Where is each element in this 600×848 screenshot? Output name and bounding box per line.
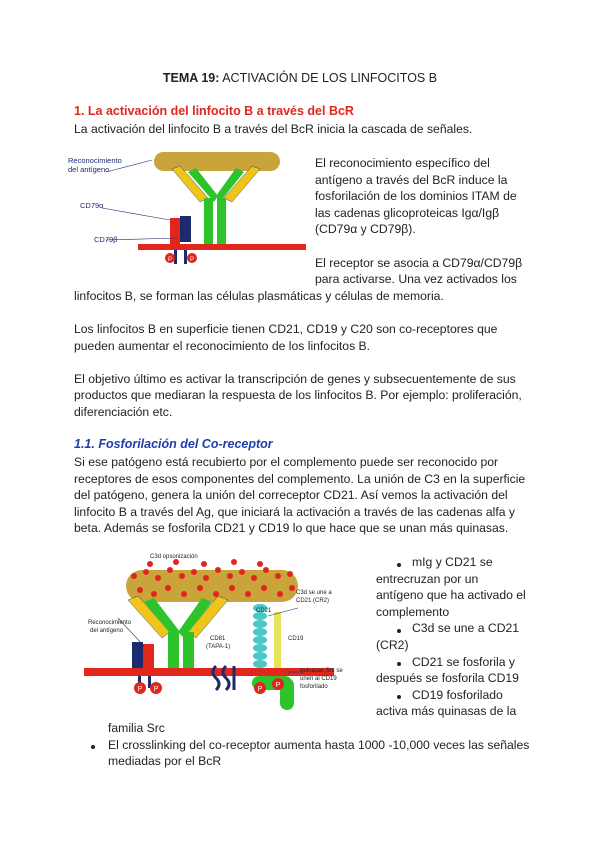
last-bullet-line: El crosslinking del co-receptor aumenta hasta 1000 -10,000 veces las señales: [108, 737, 530, 752]
pathogen-shape: [126, 570, 298, 602]
page-title: [0, 71, 600, 85]
p-label: P: [257, 686, 263, 693]
s1-p3-line: El objetivo último es activar la transcripción de genes y subsecuentemente de sus: [74, 371, 516, 386]
s1-p3-line: productos que mediaran la respuesta de los linfocitos B. Por ejemplo: proliferación,: [74, 388, 522, 403]
cd81-label-2: (TAPA-1): [206, 644, 231, 650]
section1-heading: 1. La activación del linfocito B a través del BcR: [74, 104, 354, 118]
s1-right-line: las cadenas glicoproteicas Igα/Igβ: [315, 205, 500, 220]
s2-line: beta. Además se fosforila CD21 y CD19 lo que hace que se unan más quinasas.: [74, 521, 509, 536]
bullet-line: (CR2): [376, 638, 409, 652]
cd19-shape: [274, 612, 281, 668]
bullet-line: antígeno que ha activado el: [376, 588, 526, 603]
s1-right2-line: El receptor se asocia a CD79α/CD79β: [315, 255, 523, 270]
bullet-line: mIg y CD21 se: [412, 555, 493, 569]
cd79b-label: CD79β: [94, 235, 118, 244]
bullet-dot: [397, 629, 401, 633]
s1-right-line: (CD79α y CD79β).: [315, 222, 416, 237]
s1-right-line: antígeno a través del BcR induce la: [315, 172, 508, 187]
recog-label-2: del antígeno: [68, 165, 110, 174]
cd21-label: CD21: [256, 608, 272, 614]
cd79a-shape: [170, 218, 180, 244]
s1-right-line: El reconocimiento específico del: [315, 156, 490, 170]
bullet-dot: [397, 563, 401, 567]
title-prefix: TEMA 19:: [162, 71, 220, 85]
quinasas-label-1: quinasas Src se: [300, 668, 343, 674]
bullet-line: entrecruzan por un: [376, 571, 479, 586]
cd19-label: CD19: [288, 636, 304, 642]
c3d-label: C3d opsonización: [150, 554, 198, 560]
p-label: P: [137, 686, 143, 693]
bullet-dot: [397, 662, 401, 666]
c3d-union-1: C3d se une a: [296, 590, 332, 596]
recog-label-1: Reconocimiento: [68, 156, 122, 165]
p-label: P: [189, 257, 195, 263]
cd79b-shape: [180, 216, 191, 242]
section1-intro: La activación del linfocito B a través del BcR inicia la cascada de señales.: [74, 122, 473, 136]
p-label: P: [167, 257, 173, 263]
quinasas-label-2: unen al CD19: [300, 676, 337, 682]
section2-heading: 1.1. Fosforilación del Co-receptor: [74, 437, 273, 451]
bullet-tail: familia Src: [108, 721, 165, 735]
recog2-label-2: del antígeno: [90, 628, 124, 634]
membrane: [138, 244, 306, 250]
p-label: P: [153, 686, 159, 693]
last-bullet-line: mediadas por el BcR: [108, 754, 222, 769]
antigen-shape: [154, 152, 280, 171]
s2-line: Si ese patógeno está recubierto por el complemento puede ser reconocido por: [74, 455, 499, 469]
bullet-line: CD19 fosforilado: [412, 687, 503, 702]
bullet-line: después se fosforila CD19: [376, 671, 519, 686]
bullet-dot: [91, 745, 95, 749]
bullet-line: C3d se une a CD21: [412, 621, 520, 636]
s2-line: linfocito B a través del Ag, que iniciará la activación a través de las cadenas alfa y: [74, 504, 516, 519]
cd79a-label: CD79α: [80, 201, 104, 210]
s1-full-line: linfocitos B, se forman las células plasmáticas y células de memoria.: [74, 288, 444, 303]
s2-line: receptores de esos componentes del complemento. La unión de C3 en la superficie: [74, 471, 526, 486]
c3d-union-2: CD21 (CR2): [296, 598, 330, 604]
recog2-label-1: Reconocimiento: [88, 620, 132, 626]
bullet-line: CD21 se fosforila y: [412, 654, 515, 669]
bullet-line: activa más quinasas de la: [376, 704, 517, 719]
title-text: ACTIVACIÓN DE LOS LINFOCITOS B: [219, 71, 438, 85]
s1-right2-line: para activarse. Una vez activados los: [315, 272, 517, 287]
bullet-dot: [397, 695, 401, 699]
s1-p2-line: Los linfocitos B en superficie tienen CD21, CD19 y C20 son co-receptores que: [74, 322, 498, 336]
s1-p3-line: diferenciación etc.: [74, 405, 173, 419]
s1-right-line: fosforilación de los dominios ITAM de: [315, 189, 517, 204]
cd81-label-1: CD81: [210, 636, 226, 642]
s1-p2-line: pueden aumentar el reconocimiento de los linfocitos B.: [74, 338, 371, 353]
quinasas-label-3: fosforilado: [300, 684, 328, 690]
bullet-line: complemento: [376, 604, 450, 619]
p-label: P: [275, 682, 281, 689]
s2-line: del patógeno, genera la unión del correceptor CD21. Así vemos la activación del: [74, 488, 508, 503]
